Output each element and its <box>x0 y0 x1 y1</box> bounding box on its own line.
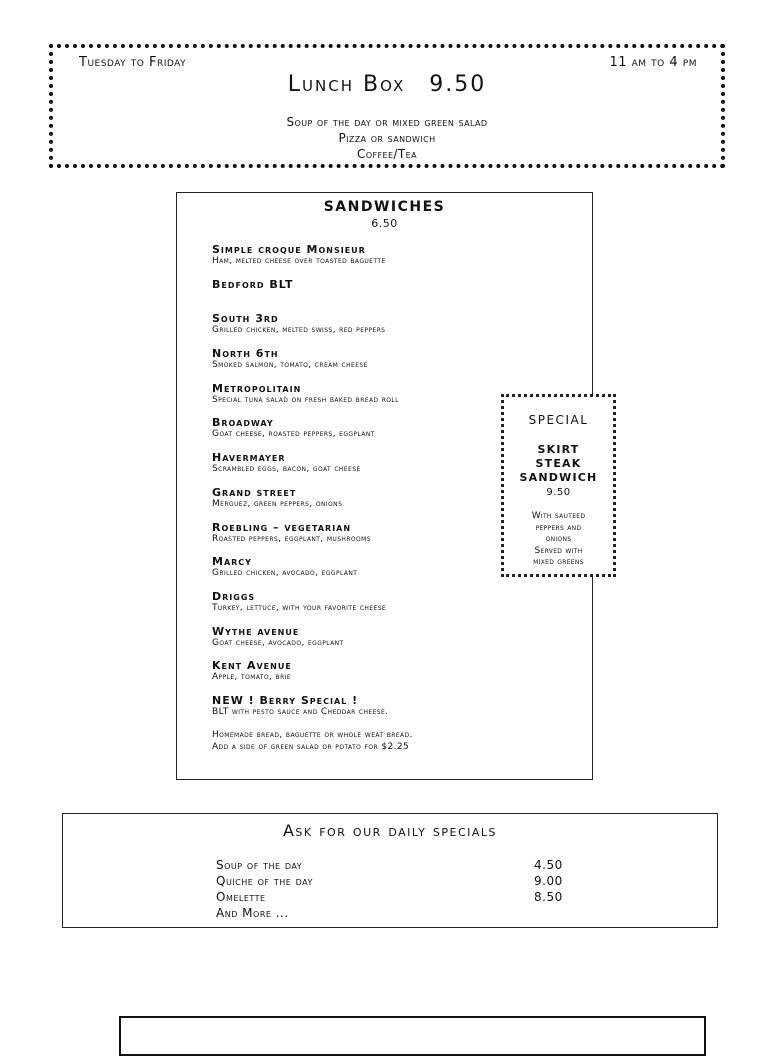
sandwich-name: Grand street <box>212 485 297 499</box>
special-description-line: mixed greens <box>533 557 584 567</box>
daily-special-name: Omelette <box>216 890 266 904</box>
sandwich-name: Bedford BLT <box>212 277 294 291</box>
sandwich-item <box>212 694 582 729</box>
lunch-box-title-text: Lunch Box <box>287 72 406 97</box>
special-label: SPECIAL <box>528 413 589 427</box>
sandwich-description: BLT with pesto sauce and Cheddar cheese. <box>212 706 389 717</box>
lunch-days: Tuesday to Friday <box>79 55 187 70</box>
special-description-line: Served with <box>534 545 583 556</box>
sandwich-description: Ham, melted cheese over toasted baguette <box>212 256 386 266</box>
special-panel <box>501 394 616 577</box>
sandwich-name: Marcy <box>212 555 252 569</box>
daily-special-name: Quiche of the day <box>216 874 313 888</box>
daily-specials-title: Ask for our daily specials <box>282 821 498 840</box>
sandwich-description: Smoked salmon, tomato, cream cheese <box>212 360 368 371</box>
daily-special-row <box>216 889 636 905</box>
daily-special-price: 4.50 <box>534 858 563 872</box>
sandwich-description: Scrambled eggs, bacon, goat cheese <box>212 464 361 475</box>
sandwich-item <box>212 659 582 694</box>
daily-special-price: 9.00 <box>534 874 563 888</box>
sandwich-description: Apple, tomato, brie <box>212 672 292 683</box>
daily-special-name: And More ... <box>216 906 289 920</box>
lunch-box-line: Soup of the day or mixed green salad <box>286 115 488 129</box>
special-description-line: peppers and <box>535 522 582 533</box>
sandwich-name: Havermayer <box>212 451 286 465</box>
sandwich-name: Kent Avenue <box>212 659 292 673</box>
sandwiches-footer-line: Homemade bread, baguette or whole weat bread. <box>212 730 413 740</box>
sandwich-item <box>212 625 582 660</box>
sandwiches-footer-line: Add a side of green salad or potato for $2.25 <box>212 742 410 752</box>
sandwich-description: Goat cheese, avocado, eggplant <box>212 637 344 648</box>
sandwich-name: Driggs <box>212 589 256 603</box>
sandwich-name: NEW ! Berry Special ! <box>212 693 359 707</box>
daily-specials-list <box>216 857 636 921</box>
sandwich-name: Simple croque Monsieur <box>212 243 366 256</box>
sandwich-description: Merguez, green peppers, onions <box>212 498 343 509</box>
special-name <box>508 443 609 485</box>
special-name-line: STEAK <box>535 457 582 470</box>
sandwiches-footer <box>212 729 413 753</box>
special-description <box>508 511 609 569</box>
special-description-line: With sauteed <box>531 511 586 521</box>
lunch-hours: 11 am to 4 pm <box>609 55 697 70</box>
sandwich-name: Roebling – vegetarian <box>212 520 352 534</box>
sandwich-description: Grilled chicken, melted swiss, red peppers <box>212 325 386 336</box>
sandwich-name: Broadway <box>212 416 274 430</box>
sandwich-name: North 6th <box>212 347 279 361</box>
sandwich-item <box>212 347 582 382</box>
lunch-box-line: Pizza or sandwich <box>338 131 436 145</box>
daily-special-row <box>216 873 636 889</box>
special-price: 9.50 <box>546 487 571 498</box>
sandwich-name: Metropolitain <box>212 381 302 395</box>
sandwiches-title: SANDWICHES <box>323 199 446 215</box>
special-name-line: SANDWICH <box>519 471 598 484</box>
sandwich-name: South 3rd <box>212 312 279 326</box>
sandwiches-price: 6.50 <box>371 217 398 230</box>
special-name-line: SKIRT <box>537 443 580 456</box>
daily-specials-panel <box>62 813 718 928</box>
sandwich-name: Wythe avenue <box>212 624 300 638</box>
sandwich-description: Grilled chicken, avocado, eggplant <box>212 568 358 579</box>
daily-special-row <box>216 905 636 921</box>
lunch-box-contents <box>53 114 721 162</box>
bottom-panel <box>119 1016 706 1056</box>
daily-special-row <box>216 857 636 873</box>
sandwich-item <box>212 278 582 313</box>
sandwich-description: Turkey, lettuce, with your favorite cheese <box>212 602 387 613</box>
sandwich-item <box>212 590 582 625</box>
special-description-line: onions <box>545 534 572 544</box>
lunch-box-price: 9.50 <box>429 72 487 97</box>
daily-special-name: Soup of the day <box>216 858 303 872</box>
sandwich-description: Roasted peppers, eggplant, mushrooms <box>212 533 371 544</box>
lunch-box-panel <box>49 44 725 168</box>
sandwich-description: Goat cheese, roasted peppers, eggplant <box>212 429 375 440</box>
lunch-box-title <box>53 72 721 97</box>
sandwich-item <box>212 312 582 347</box>
sandwich-item <box>212 243 582 278</box>
lunch-box-line: Coffee/Tea <box>357 147 417 161</box>
sandwich-description: Special tuna salad on fresh baked bread roll <box>212 394 399 405</box>
daily-special-price: 8.50 <box>534 890 563 904</box>
